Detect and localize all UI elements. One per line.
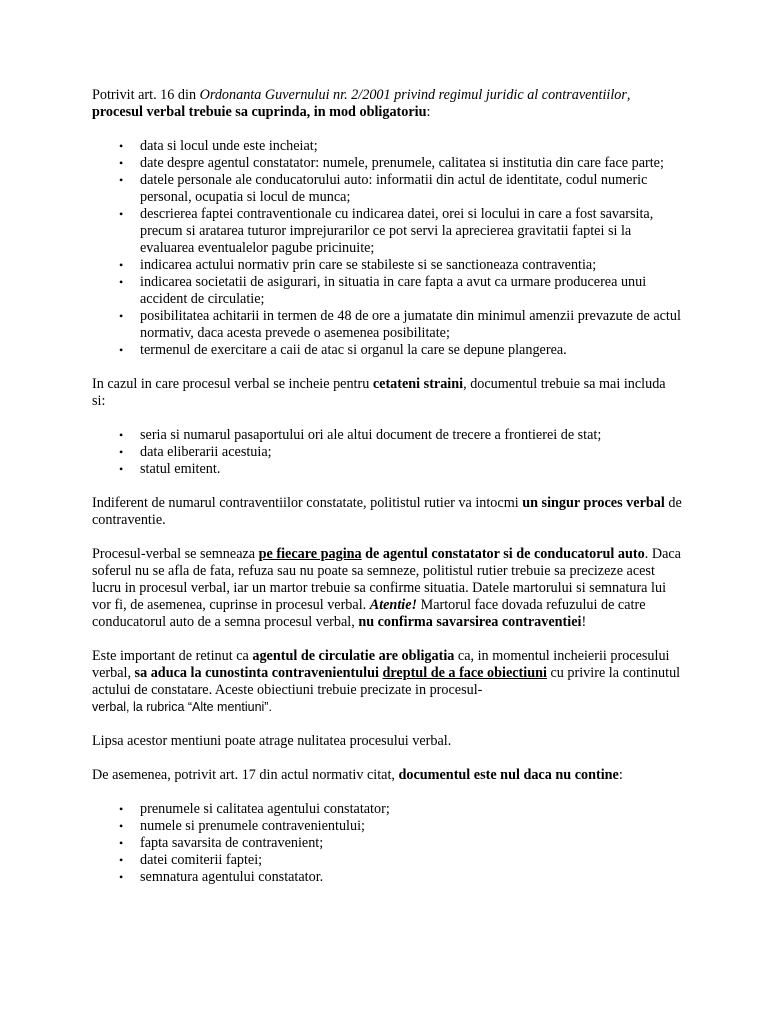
paragraph-text: De asemenea, potrivit art. 17 din actul normativ citat, — [92, 767, 399, 783]
paragraph-text: Este important de retinut ca — [92, 648, 253, 664]
ordinance-title: Ordonanta Guvernului nr. 2/2001 privind regimul juridic al contraventiilor — [199, 87, 627, 103]
article-17-paragraph — [92, 767, 682, 784]
paragraph-text: de contraventie. — [92, 495, 682, 528]
list-item: • data eliberarii acestuia; — [119, 444, 682, 461]
foreign-citizens-paragraph — [92, 376, 682, 410]
paragraph-text: ! — [581, 614, 587, 630]
intro-text: Potrivit art. 16 din — [92, 87, 200, 103]
paragraph-bold-text: nu confirma savarsirea contraventiei — [358, 614, 582, 630]
list-item: • termenul de exercitare a caii de atac si organul la care se depune plangerea. — [119, 342, 682, 359]
foreign-citizens-list — [92, 427, 682, 478]
list-item: • descrierea faptei contraventionale cu indicarea datei, orei si locului in care a fost savarsita, precum si aratarea tuturor imprejurarilor ce pot servi la aprecierea gravitatii faptei si la evaluarea eventualelor pagube pricinuite; — [119, 206, 682, 257]
paragraph-text: Procesul-verbal se semneaza — [92, 546, 259, 562]
list-item: • seria si numarul pasaportului ori ale altui document de trecere a frontierei de stat; — [119, 427, 682, 444]
list-item: • indicarea societatii de asigurari, in situatia in care fapta a avut ca urmare producerea unui accident de circulatie; — [119, 274, 682, 308]
paragraph-text: Martorul face dovada refuzului de catre conducatorul auto de a semna procesul verbal, — [92, 597, 646, 630]
list-item: • posibilitatea achitarii in termen de 48 de ore a jumatate din minimul amenzii prevazute de actul normativ, daca acesta prevede o asemenea posibilitate; — [119, 308, 682, 342]
list-item: • prenumele si calitatea agentului constatator; — [119, 801, 682, 818]
paragraph-text: , documentul trebuie sa mai includa si: — [92, 376, 666, 409]
paragraph-text: . Daca soferul nu se afla de fata, refuza sau nu poate sa semneze, politistul rutier trebuie sa precizeze acest lucru in procesul verbal, iar un martor trebuie sa confirme situatia. Datele martorului si semnatura lui vor fi, de asemenea, cuprinse in procesul verbal. — [92, 546, 681, 613]
paragraph-text: cu privire la continutul actului de constatare. Aceste obiectiuni trebuie precizate in procesul- — [92, 665, 681, 698]
intro-comma: , — [626, 87, 631, 103]
paragraph-bold-text: documentul este nul daca nu contine — [398, 767, 619, 783]
list-item: • statul emitent. — [119, 461, 682, 478]
paragraph-bold-text: cetateni straini — [372, 376, 464, 392]
list-item: • date despre agentul constatator: numele, prenumele, calitatea si institutia din care face parte; — [119, 155, 682, 172]
nullity-paragraph: Lipsa acestor mentiuni poate atrage nulitatea procesului verbal. — [92, 733, 452, 749]
paragraph-bold-text: agentul de circulatie are obligatia — [252, 648, 455, 664]
paragraph-bold-text: de agentul constatator si de conducatorul auto — [361, 546, 645, 562]
list-item: • fapta savarsita de contravenient; — [119, 835, 682, 852]
paragraph-bold-text: un singur proces verbal — [522, 495, 665, 511]
paragraph-bold-underlined-text: dreptul de a face obiectiuni — [382, 665, 547, 681]
paragraph-text: : — [618, 767, 623, 783]
paragraph-bold-underlined-text: pe fiecare pagina — [258, 546, 362, 562]
intro-colon: : — [426, 104, 431, 120]
list-item: • datei comiterii faptei; — [119, 852, 682, 869]
list-item: • semnatura agentului constatator. — [119, 869, 682, 886]
list-item: • numele si prenumele contravenientului; — [119, 818, 682, 835]
paragraph-text: verbal, la rubrica “Alte mentiuni”. — [92, 700, 272, 714]
document-page — [92, 87, 682, 903]
paragraph-text: Indiferent de numarul contraventiilor constatate, politistul rutier va intocmi — [92, 495, 523, 511]
attention-label: Atentie! — [369, 597, 418, 613]
signature-paragraph — [92, 546, 682, 631]
objections-paragraph — [92, 648, 682, 716]
list-item: • data si locul unde este incheiat; — [119, 138, 682, 155]
list-item: • datele personale ale conducatorului auto: informatii din actul de identitate, codul numeric personal, ocupatia si locul de munca; — [119, 172, 682, 206]
paragraph-text: ca, in momentul incheierii procesului verbal, — [92, 648, 670, 681]
paragraph-bold-text: sa aduca la cunostinta contravenientului — [134, 665, 379, 681]
nullity-conditions-list — [92, 801, 682, 886]
single-report-paragraph — [92, 495, 682, 529]
intro-paragraph — [92, 87, 682, 121]
paragraph-text: In cazul in care procesul verbal se incheie pentru — [92, 376, 373, 392]
list-item: • indicarea actului normativ prin care se stabileste si se sanctioneaza contraventia; — [119, 257, 682, 274]
intro-bold-text: procesul verbal trebuie sa cuprinda, in mod obligatoriu — [92, 104, 427, 120]
mandatory-content-list — [92, 138, 682, 359]
